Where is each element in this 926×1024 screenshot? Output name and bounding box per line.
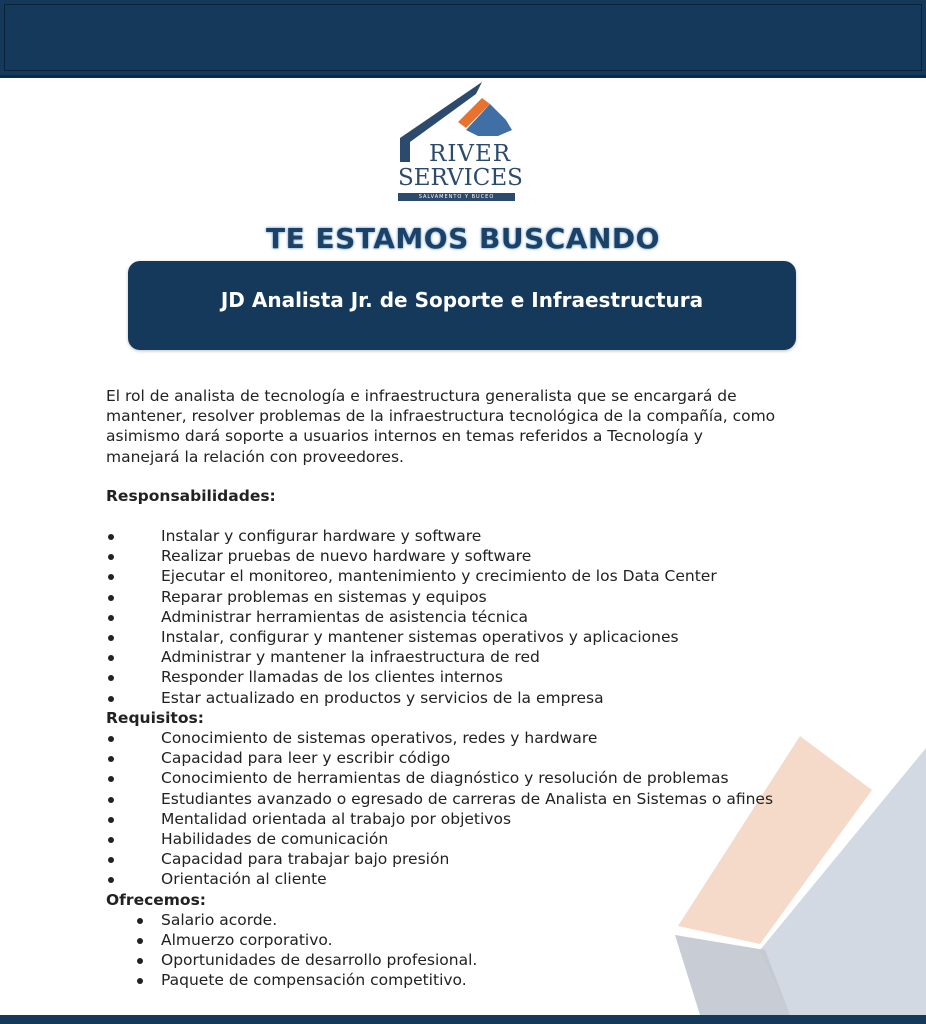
requisitos-title: Requisitos: (106, 708, 204, 727)
list-item (106, 809, 846, 829)
list-item-text: Ejecutar el monitoreo, mantenimiento y crecimiento de los Data Center (161, 567, 717, 586)
responsabilidades-title: Responsabilidades: (106, 486, 276, 505)
job-title-box (128, 261, 796, 350)
list-item (106, 688, 846, 708)
list-item-text: Estar actualizado en productos y servicios de la empresa (161, 688, 604, 707)
list-item-text: Capacidad para trabajar bajo presión (161, 850, 450, 869)
list-item-text: Administrar herramientas de asistencia técnica (161, 607, 528, 626)
bullet-icon (108, 635, 114, 641)
list-item-text: Realizar pruebas de nuevo hardware y software (161, 547, 532, 566)
list-item (106, 829, 846, 849)
list-item (106, 930, 846, 950)
bullet-icon (108, 595, 114, 601)
bullet-icon (137, 938, 143, 944)
list-item-text: Salario acorde. (161, 910, 278, 929)
list-item (106, 910, 846, 930)
bullet-icon (108, 534, 114, 540)
bullet-icon (108, 797, 114, 803)
bullet-icon (108, 877, 114, 883)
list-item (106, 607, 846, 627)
bullet-icon (137, 958, 143, 964)
list-item (106, 667, 846, 687)
intro-line: El rol de analista de tecnología e infraestructura generalista que se encargará de (106, 387, 737, 405)
bullet-icon (137, 918, 143, 924)
list-item (106, 566, 846, 586)
bullet-icon (108, 696, 114, 702)
list-item-text: Conocimiento de herramientas de diagnóstico y resolución de problemas (161, 769, 729, 788)
list-item-text: Estudiantes avanzado o egresado de carreras de Analista en Sistemas o afines (161, 789, 774, 808)
list-item-text: Orientación al cliente (161, 870, 327, 889)
bullet-icon (108, 736, 114, 742)
intro-paragraph (106, 386, 846, 467)
bullet-icon (108, 615, 114, 621)
list-item-text: Habilidades de comunicación (161, 830, 389, 849)
responsabilidades-list (106, 526, 846, 708)
list-item-text: Instalar, configurar y mantener sistemas operativos y aplicaciones (161, 628, 679, 647)
list-item-text: Responder llamadas de los clientes internos (161, 668, 503, 687)
bullet-icon (108, 756, 114, 762)
list-item (106, 950, 846, 970)
bullet-icon (108, 655, 114, 661)
bullet-icon (108, 817, 114, 823)
intro-line: asimismo dará soporte a usuarios internos en temas referidos a Tecnología y (106, 427, 703, 446)
list-item (106, 526, 846, 546)
list-item (106, 970, 846, 990)
list-item-text: Administrar y mantener la infraestructura de red (161, 648, 540, 667)
list-item (106, 869, 846, 889)
list-item-text: Paquete de compensación competitivo. (161, 971, 467, 990)
list-item (106, 546, 846, 566)
bullet-icon (108, 554, 114, 560)
intro-line: mantener, resolver problemas de la infraestructura tecnológica de la compañía, como (106, 407, 776, 426)
logo-tagline: SALVAMENTO Y BUCEO (398, 193, 515, 201)
list-item-text: Oportunidades de desarrollo profesional. (161, 951, 478, 970)
logo-text-services: SERVICES (398, 165, 523, 191)
bullet-icon (108, 776, 114, 782)
list-item-text: Instalar y configurar hardware y software (161, 527, 482, 546)
bullet-icon (137, 978, 143, 984)
list-item (106, 768, 846, 788)
intro-line: manejará la relación con proveedores. (106, 447, 404, 466)
headline: TE ESTAMOS BUSCANDO (266, 222, 660, 255)
list-item (106, 627, 846, 647)
requisitos-list (106, 728, 846, 890)
job-title: JD Analista Jr. de Soporte e Infraestructura (220, 288, 704, 312)
bullet-icon (108, 857, 114, 863)
ofrecemos-list (106, 910, 846, 991)
list-item-text: Mentalidad orientada al trabajo por objetivos (161, 809, 512, 828)
list-item (106, 587, 846, 607)
list-item-text: Almuerzo corporativo. (161, 931, 333, 950)
list-item-text: Capacidad para leer y escribir código (161, 749, 451, 768)
logo-text-river: RIVER (429, 141, 512, 167)
bullet-icon (108, 574, 114, 580)
list-item-text: Conocimiento de sistemas operativos, redes y hardware (161, 729, 598, 748)
bottom-footer-band (0, 1015, 926, 1024)
bullet-icon (108, 837, 114, 843)
list-item (106, 728, 846, 748)
list-item (106, 789, 846, 809)
bullet-icon (108, 675, 114, 681)
list-item-text: Reparar problemas en sistemas y equipos (161, 587, 487, 606)
list-item (106, 647, 846, 667)
list-item (106, 849, 846, 869)
ofrecemos-title: Ofrecemos: (106, 890, 207, 909)
list-item (106, 748, 846, 768)
job-description (106, 386, 846, 991)
